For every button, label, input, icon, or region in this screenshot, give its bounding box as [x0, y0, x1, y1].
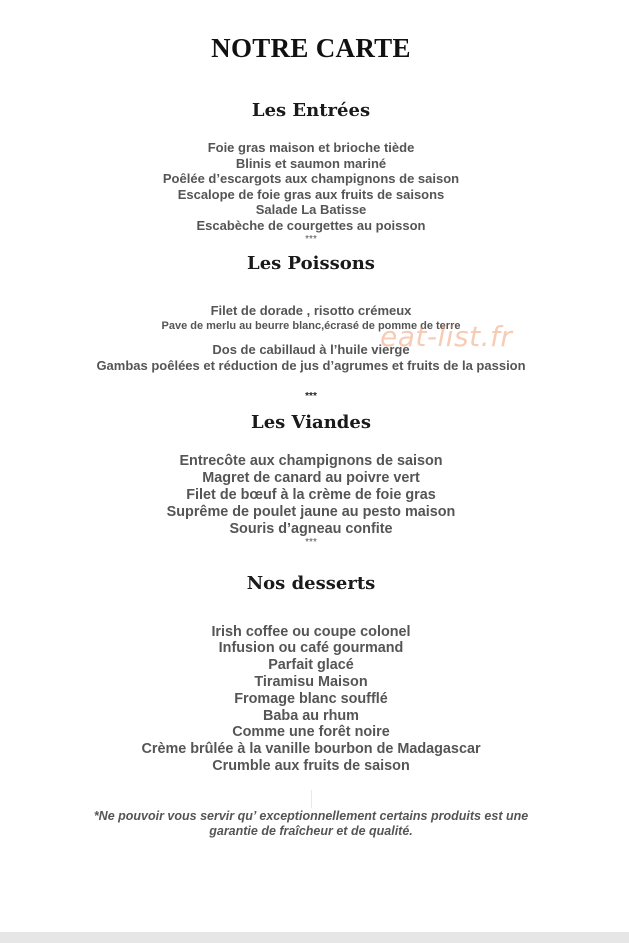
menu-item: Parfait glacé — [268, 657, 354, 673]
menu-item: Blinis et saumon mariné — [235, 156, 387, 171]
section-heading-poissons: Les Poissons — [247, 253, 375, 274]
menu-item: Infusion ou café gourmand — [218, 640, 404, 656]
menu-item: Escabèche de courgettes au poisson — [196, 218, 426, 233]
separator: *** — [305, 391, 317, 402]
bottom-scrollbar[interactable] — [0, 932, 629, 943]
separator: *** — [305, 537, 317, 548]
footnote-line: garantie de fraîcheur et de qualité. — [209, 824, 413, 838]
section-heading-entrees: Les Entrées — [251, 100, 371, 121]
menu-item: Crumble aux fruits de saison — [212, 758, 410, 774]
menu-item: Baba au rhum — [263, 708, 359, 724]
watermark: eat-list.fr — [380, 320, 513, 353]
menu-item: Dos de cabillaud à l’huile vierge — [212, 342, 410, 357]
menu-item: Comme une forêt noire — [232, 724, 390, 740]
menu-item: Pave de merlu au beurre blanc,écrasé de pomme de terre — [161, 320, 461, 332]
menu-item: Magret de canard au poivre vert — [202, 470, 420, 486]
menu-item: Suprême de poulet jaune au pesto maison — [166, 504, 456, 520]
menu-item: Filet de bœuf à la crème de foie gras — [186, 487, 436, 503]
menu-item: Gambas poêlées et réduction de jus d’agrumes et fruits de la passion — [96, 358, 526, 373]
separator: *** — [305, 234, 317, 245]
page-title: NOTRE CARTE — [211, 33, 411, 63]
divider — [311, 790, 312, 808]
menu-item: Poêlée d’escargots aux champignons de saison — [162, 171, 460, 186]
section-heading-viandes: Les Viandes — [251, 412, 371, 433]
menu-item: Salade La Batisse — [255, 202, 367, 217]
menu-item: Fromage blanc soufflé — [234, 691, 388, 707]
menu-item: Entrecôte aux champignons de saison — [179, 453, 443, 469]
footnote — [0, 809, 622, 839]
menu-item: Irish coffee ou coupe colonel — [211, 624, 411, 640]
menu-item: Filet de dorade , risotto crémeux — [210, 303, 412, 318]
section-heading-desserts: Nos desserts — [246, 573, 376, 594]
menu-item: Foie gras maison et brioche tiède — [207, 140, 415, 155]
menu-item: Escalope de foie gras aux fruits de saisons — [177, 187, 445, 202]
menu-item: Tiramisu Maison — [254, 674, 368, 690]
menu-item: Crème brûlée à la vanille bourbon de Madagascar — [141, 741, 481, 757]
footnote-line: *Ne pouvoir vous servir qu’ exceptionnellement certains produits est une — [93, 809, 529, 823]
menu-item: Souris d’agneau confite — [229, 521, 393, 537]
